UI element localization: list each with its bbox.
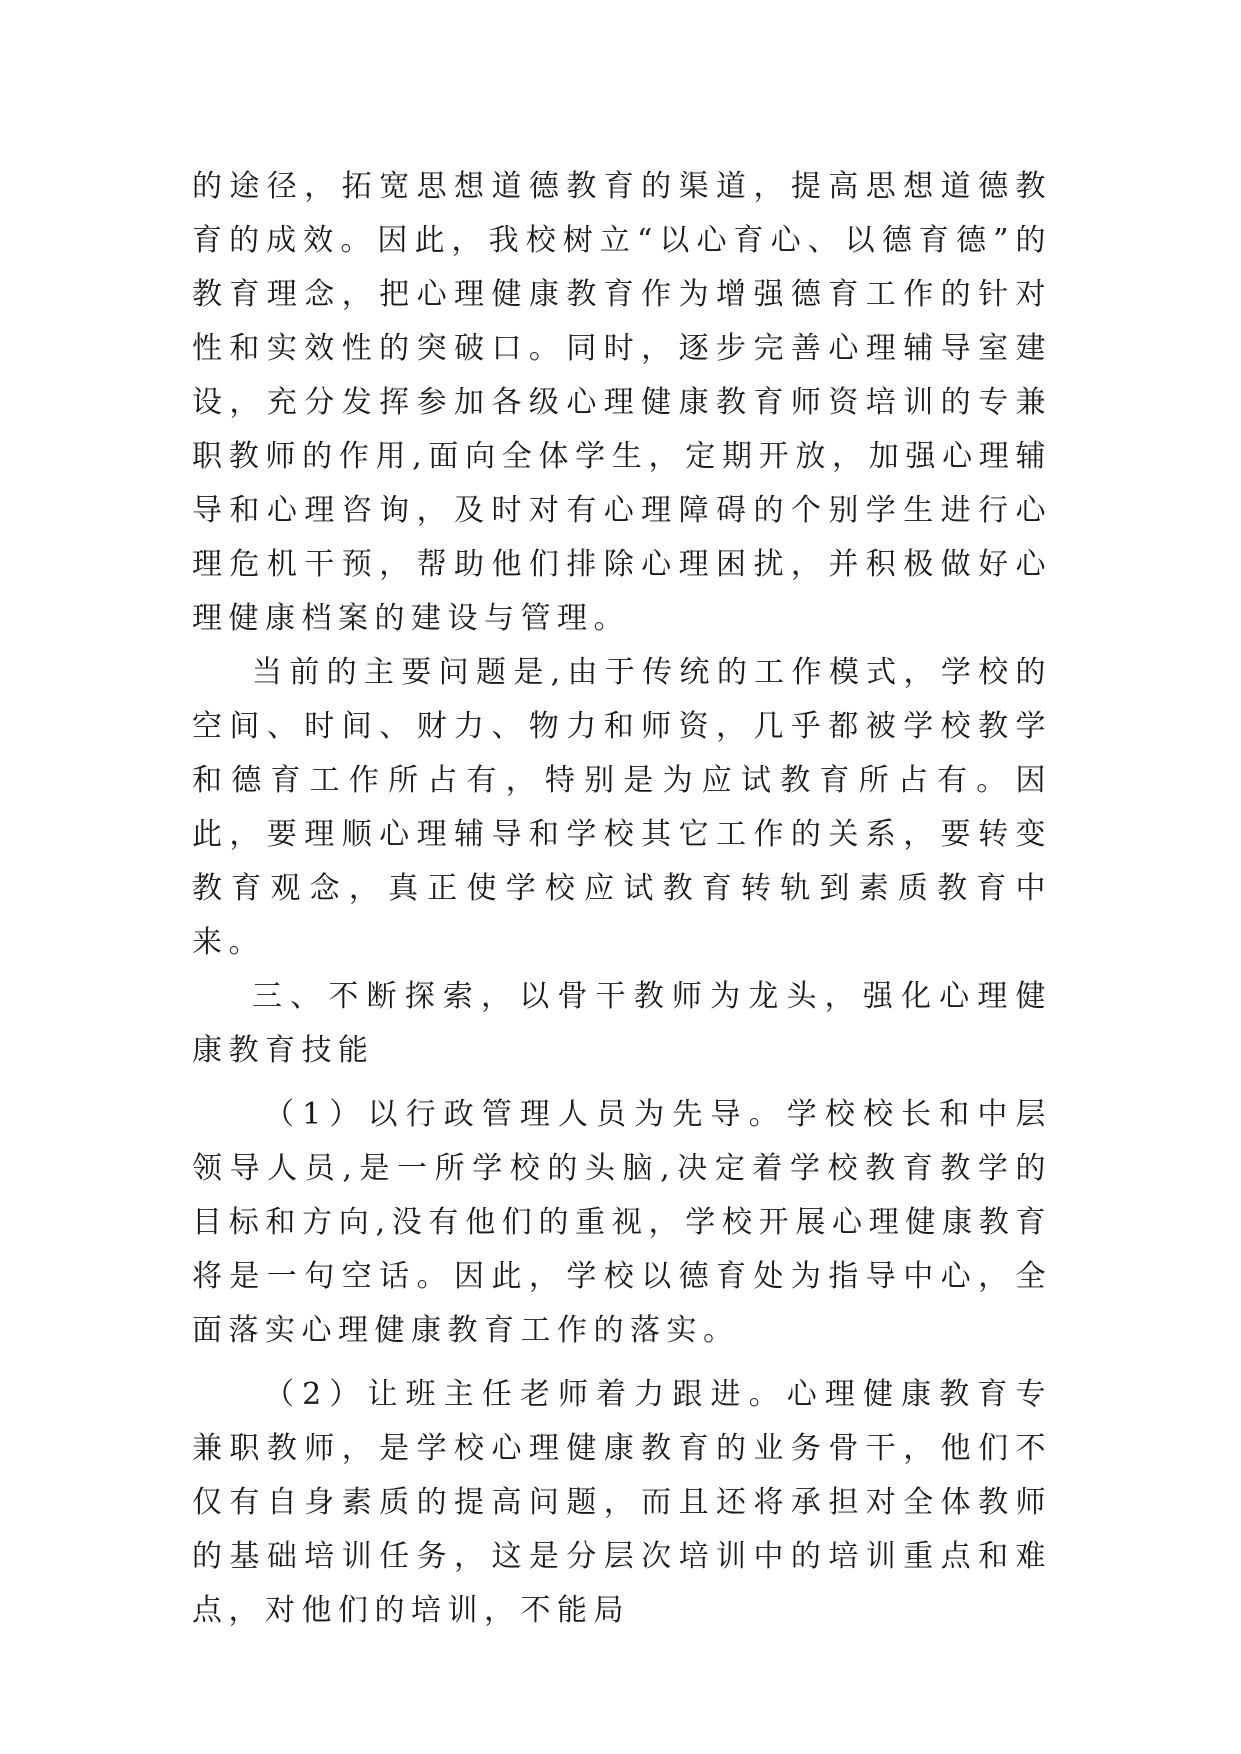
paragraph-main-problem: 当前的主要问题是,由于传统的工作模式，学校的空间、时间、财力、物力和师资，几乎都被学校教学和德育工作所占有，特别是为应试教育所占有。因此，要理顺心理辅导和学校其它工作的关系，要转变教育观念，真正使学校应试教育转轨到素质教育中来。	[192, 655, 1052, 960]
document-page	[192, 160, 1052, 1638]
paragraph-continuation: 的途径，拓宽思想道德教育的渠道，提高思想道德教育的成效。因此，我校树立“以心育心、以德育德”的教育理念，把心理健康教育作为增强德育工作的针对性和实效性的突破口。同时，逐步完善心理辅导室建设，充分发挥参加各级心理健康教育师资培训的专兼职教师的作用,面向全体学生，定期开放，加强心理辅导和心理咨询，及时对有心理障碍的个别学生进行心理危机干预，帮助他们排除心理困扰，并积极做好心理健康档案的建设与管理。	[192, 169, 1052, 636]
paragraph-item-2: （2）让班主任老师着力跟进。心理健康教育专兼职教师，是学校心理健康教育的业务骨干，他们不仅有自身素质的提高问题，而且还将承担对全体教师的基础培训任务，这是分层次培训中的培训重点和难点，对他们的培训，不能局	[192, 1377, 1052, 1628]
section-heading-three: 三、不断探索，以骨干教师为龙头，强化心理健康教育技能	[192, 979, 1052, 1068]
paragraph-item-1: （1）以行政管理人员为先导。学校校长和中层领导人员,是一所学校的头脑,决定着学校教育教学的目标和方向,没有他们的重视，学校开展心理健康教育将是一句空话。因此，学校以德育处为指导中心，全面落实心理健康教育工作的落实。	[192, 1097, 1052, 1348]
